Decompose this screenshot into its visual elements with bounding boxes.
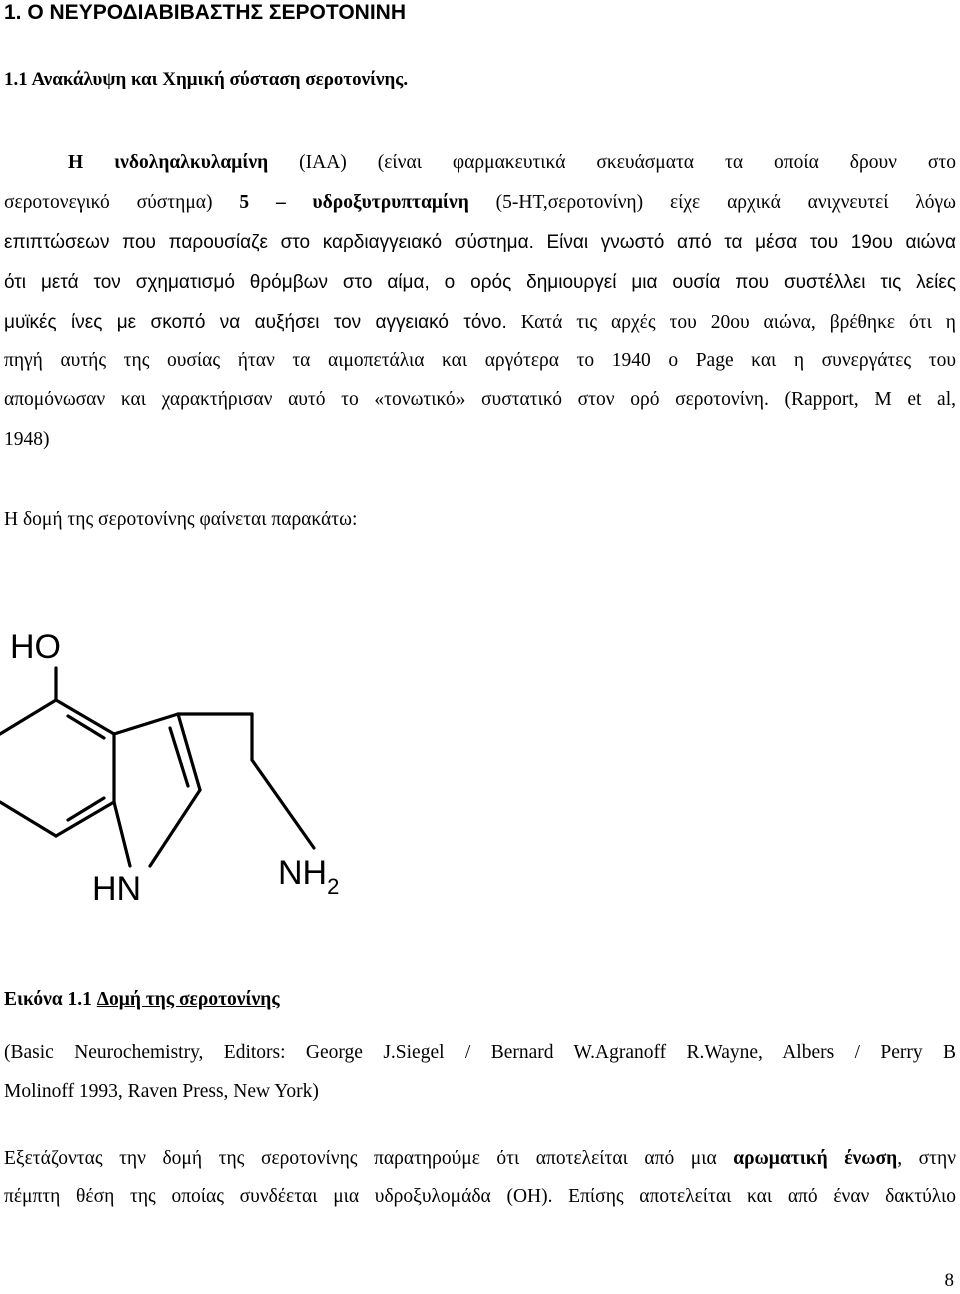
para1-line2-a: σεροτονεγικό σύστημα) [4, 192, 213, 213]
figure-caption [4, 987, 280, 1013]
para2-line1-b: , στην [897, 1148, 957, 1169]
structure-intro: Η δομή της σεροτονίνης φαίνεται παρακάτω: [4, 509, 358, 530]
para1-line5-b: Κατά τις αρχές του 20ου αιώνα, βρέθηκε ότι η [520, 312, 957, 333]
ring-bond-5 [0, 700, 56, 734]
page-number: 8 [944, 1270, 954, 1291]
para1-line1-text: (IAA) (είναι φαρμακευτικά σκευάσματα τα οποία δρουν στο [299, 152, 956, 173]
amine-subscript: 2 [327, 874, 340, 899]
para1-line1 [4, 150, 956, 176]
para1-line3: επιπτώσεων που παρουσίαζε στο καρδιαγγειακό σύστημα. Είναι γνωστό από τα μέσα του 19ου αιώνα [4, 232, 956, 253]
para1-line5-a: μυϊκές ίνες με σκοπό να αυξήσει τον αγγειακό τόνο. [4, 312, 507, 333]
term-indolealkylamine: Η ινδοληαλκυλαμίνη [68, 152, 269, 173]
pyrrole-bond-2 [178, 714, 200, 790]
reference-line1: (Basic Neurochemistry, Editors: George J.Siegel / Bernard W.Agranoff R.Wayne, Albers / Perry B [4, 1042, 956, 1063]
figure-number: Εικόνα 1.1 [4, 989, 92, 1010]
ring-bond-4 [0, 802, 56, 836]
molecule-bonds [0, 668, 314, 866]
para1-line4: ότι μετά τον σχηματισμό θρόμβων στο αίμα, ο ορός δημιουργεί μια ουσία που συστέλλει τις λείες [4, 272, 956, 293]
pyrrole-bond-4 [114, 802, 130, 866]
side-chain-3 [252, 760, 314, 848]
serotonin-structure-diagram [0, 610, 360, 910]
pyrrole-bond-3 [150, 790, 200, 866]
term-5ht: 5 – υδροξυτρυπταμίνη [239, 192, 469, 213]
ring-bond-1 [56, 700, 114, 734]
section-heading: 1.1 Ανακάλυψη και Χημική σύσταση σεροτονίνης. [4, 69, 409, 90]
para1-line8: 1948) [4, 429, 50, 450]
hydroxyl-label: HO [10, 628, 61, 666]
para1-line2 [4, 190, 956, 216]
term-aromatic-compound: αρωματική ένωση [733, 1148, 898, 1169]
para2-line1 [4, 1146, 956, 1172]
chapter-heading: 1. Ο ΝΕΥΡΟΔΙΑΒΙΒΑΣΤΗΣ ΣΕΡΟΤΟΝΙΝΗ [4, 1, 406, 24]
para2-line1-a: Εξετάζοντας την δομή της σεροτονίνης παρατηρούμε ότι αποτελείται από μια [4, 1148, 717, 1169]
para2-line2: πέμπτη θέση της οποίας συνδέεται μια υδροξυλομάδα (OH). Επίσης αποτελείται και από έναν δακτύλιο [4, 1186, 956, 1207]
amine-nh: NH [278, 854, 328, 892]
para1-line2-b: (5-HT,σεροτονίνη) είχε αρχικά ανιχνευτεί λόγω [495, 192, 957, 213]
pyrrole-bond-1 [114, 714, 178, 734]
figure-title: Δομή της σεροτονίνης [96, 989, 280, 1010]
ring-bond-3 [56, 802, 114, 836]
indole-nh-label: HN [92, 870, 142, 908]
para1-line7: απομόνωσαν και χαρακτήρισαν αυτό το «τονωτικό» συστατικό στον ορό σεροτονίνη. (Rapport, M et al, [4, 389, 956, 410]
para1-line5 [4, 310, 956, 336]
amine-label [278, 854, 339, 899]
para1-line6: πηγή αυτής της ουσίας ήταν τα αιμοπετάλια και αργότερα το 1940 ο Page και η συνεργάτες του [4, 350, 956, 371]
reference-line2: Molinoff 1993, Raven Press, New York) [4, 1081, 319, 1102]
